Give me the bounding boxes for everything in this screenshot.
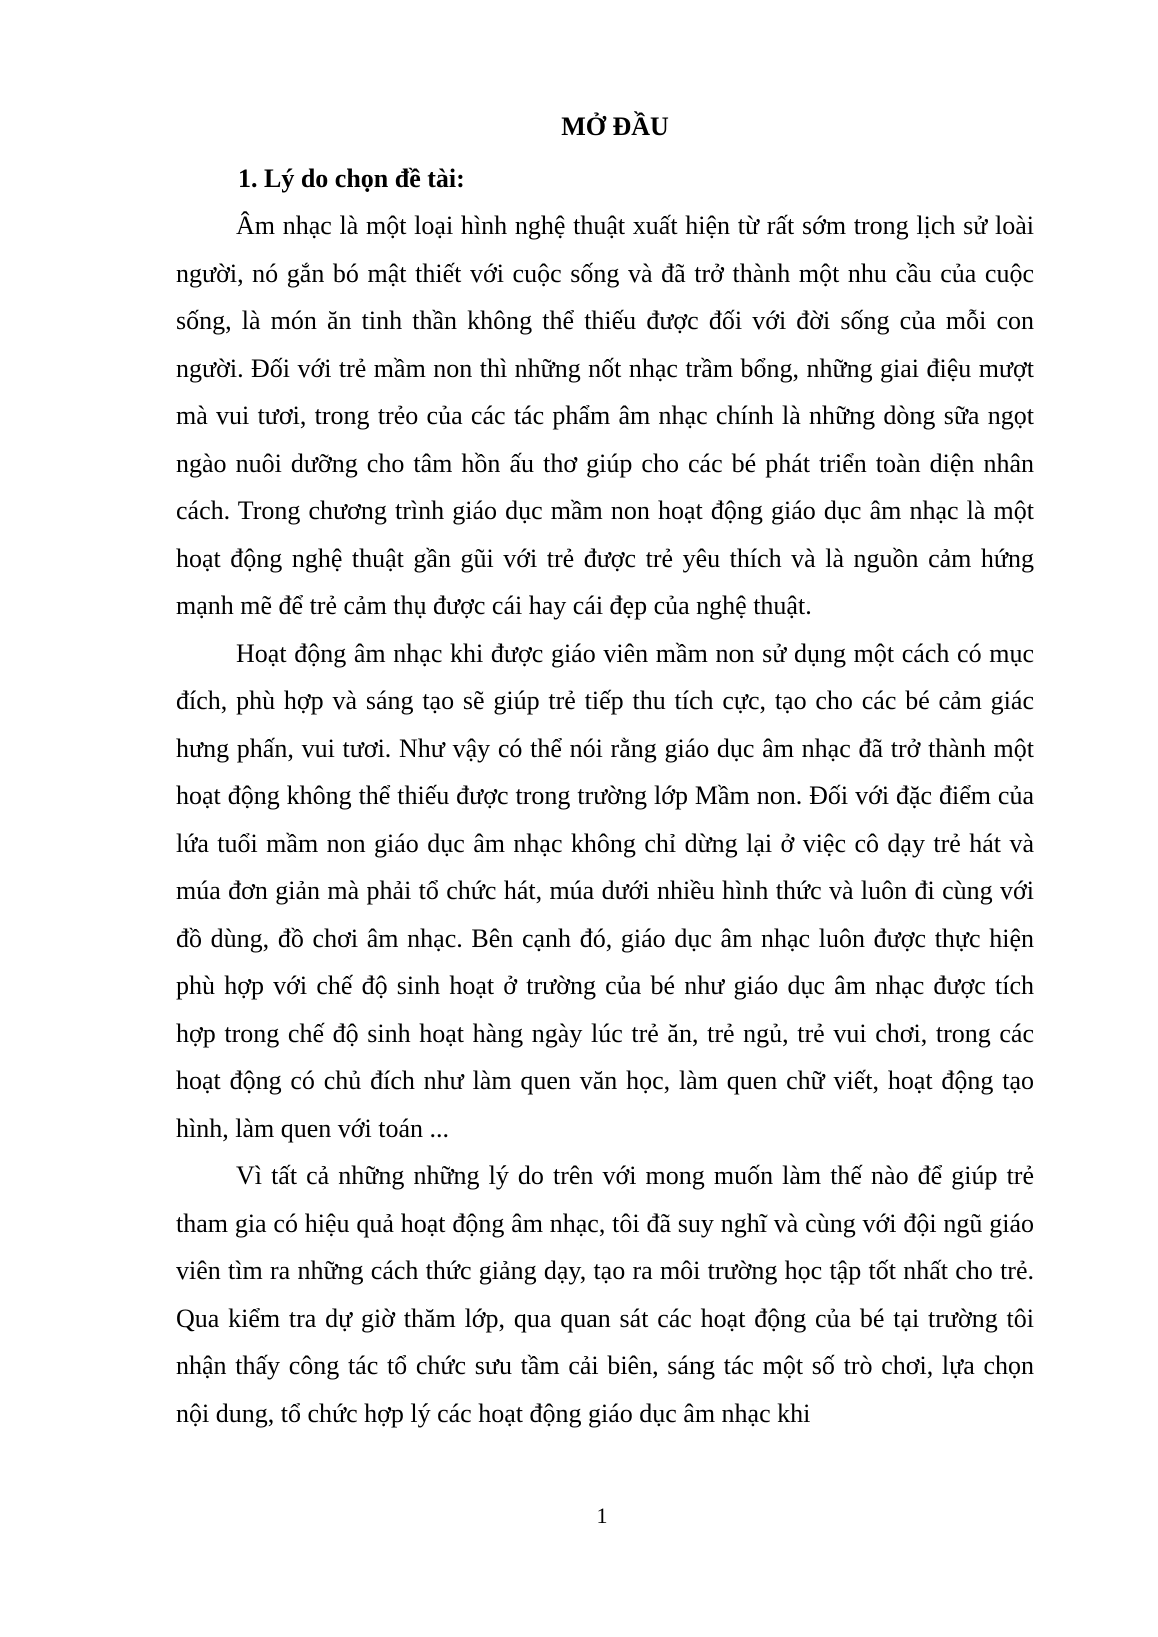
document-body <box>176 104 1034 1437</box>
paragraph-2: Hoạt động âm nhạc khi được giáo viên mầm non sử dụng một cách có mục đích, phù hợp và sáng tạo sẽ giúp trẻ tiếp thu tích cực, tạo cho các bé cảm giác hưng phấn, vui tươi. Như vậy có thể nói rằng giáo dục âm nhạc đã trở thành một hoạt động không thể thiếu được trong trường lớp Mầm non. Đối với đặc điểm của lứa tuổi mầm non giáo dục âm nhạc không chỉ dừng lại ở việc cô dạy trẻ hát và múa đơn giản mà phải tổ chức hát, múa dưới nhiều hình thức và luôn đi cùng với đồ dùng, đồ chơi âm nhạc. Bên cạnh đó, giáo dục âm nhạc luôn được thực hiện phù hợp với chế độ sinh hoạt ở trường của bé như giáo dục âm nhạc được tích hợp trong chế độ sinh hoạt hàng ngày lúc trẻ ăn, trẻ ngủ, trẻ vui chơi, trong các hoạt động có chủ đích như làm quen văn học, làm quen chữ viết, hoạt động tạo hình, làm quen với toán ... <box>176 638 1034 1143</box>
paragraph-3: Vì tất cả những những lý do trên với mong muốn làm thế nào để giúp trẻ tham gia có hiệu quả hoạt động âm nhạc, tôi đã suy nghĩ và cùng với đội ngũ giáo viên tìm ra những cách thức giảng dạy, tạo ra môi trường học tập tốt nhất cho trẻ. Qua kiểm tra dự giờ thăm lớp, qua quan sát các hoạt động của bé tại trường tôi nhận thấy công tác tổ chức sưu tầm cải biên, sáng tác một số trò chơi, lựa chọn nội dung, tổ chức hợp lý các hoạt động giáo dục âm nhạc khi <box>176 1161 1034 1428</box>
page-title: MỞ ĐẦU <box>561 112 669 141</box>
paragraph-1: Âm nhạc là một loại hình nghệ thuật xuất hiện từ rất sớm trong lịch sử loài người, nó gắn bó mật thiết với cuộc sống và đã trở thành một nhu cầu của cuộc sống, là món ăn tinh thần không thể thiếu được đối với đời sống của mỗi con người. Đối với trẻ mầm non thì những nốt nhạc trầm bổng, những giai điệu mượt mà vui tươi, trong trẻo của các tác phẩm âm nhạc chính là những dòng sữa ngọt ngào nuôi dưỡng cho tâm hồn ấu thơ giúp cho các bé phát triển toàn diện nhân cách. Trong chương trình giáo dục mầm non hoạt động giáo dục âm nhạc là một hoạt động nghệ thuật gần gũi với trẻ được trẻ yêu thích và là nguồn cảm hứng mạnh mẽ để trẻ cảm thụ được cái hay cái đẹp của nghệ thuật. <box>176 211 1034 620</box>
section-heading: 1. Lý do chọn đề tài: <box>238 164 465 193</box>
page-number: 1 <box>596 1503 608 1528</box>
